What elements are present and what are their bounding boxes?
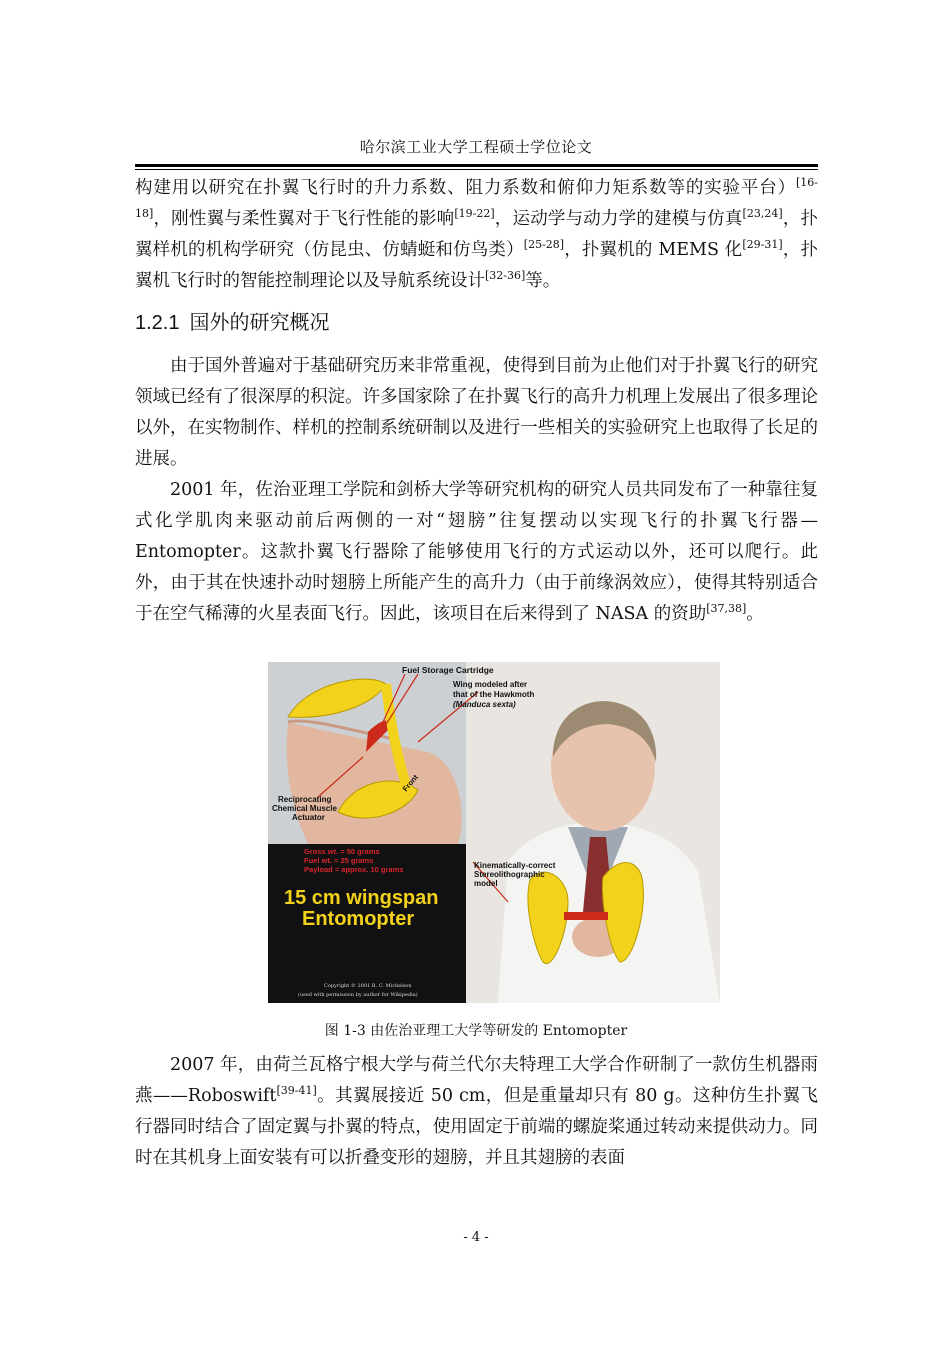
label-payload: Payload = approx. 10 grams	[304, 865, 404, 874]
label-kin-2: Stereolithographic	[474, 870, 545, 879]
citation: [16-18]	[135, 176, 818, 220]
section-title: 国外的研究概况	[189, 310, 330, 334]
label-wing-2: that of the Hawkmoth	[453, 690, 535, 699]
paragraph-roboswift: 2007 年，由荷兰瓦格宁根大学与荷兰代尔夫特理工大学合作研制了一款仿生机器雨燕——Roboswift[39-41]。其翼展接近 50 cm，但是重量却只有 80 g。这种仿生扑翼飞行器同时结合了固定翼与扑翼的特点，使用固定于前端的螺旋桨通过转动来提供动力。同时在其机身上面安装有可以折叠变形的翅膀，并且其翅膀的表面	[135, 1055, 818, 1168]
label-gross: Gross wt. = 50 grams	[304, 847, 380, 856]
citation: [32-36]	[485, 269, 526, 282]
running-header: 哈尔滨工业大学工程硕士学位论文	[359, 138, 593, 156]
label-fuel-wt: Fuel wt. = 25 grams	[304, 856, 374, 865]
paragraph-continued: 构建用以研究在扑翼飞行时的升力系数、阻力系数和俯仰力矩系数等的实验平台）[16-18]，刚性翼与柔性翼对于飞行性能的影响[19-22]，运动学与动力学的建模与仿真[23,24]，扑翼样机的机构学研究（仿昆虫、仿蜻蜓和仿鸟类）[25-28]，扑翼机的 MEMS 化[29-31]，扑翼机飞行时的智能控制理论以及导航系统设计[32-36]等。	[135, 176, 819, 291]
label-fuel: Fuel Storage Cartridge	[402, 665, 494, 675]
label-recip-2: Chemical Muscle	[272, 804, 337, 813]
label-big-1: 15 cm wingspan	[284, 887, 439, 909]
citation: [39-41]	[276, 1084, 317, 1097]
figure-caption: 图 1-3 由佐治亚理工大学等研发的 Entomopter	[324, 1023, 628, 1039]
label-big-2: Entomopter	[302, 908, 415, 930]
label-recip-3: Actuator	[292, 813, 325, 822]
header-rule-thick	[135, 164, 818, 167]
citation: [23,24]	[742, 207, 783, 220]
page-number: - 4 -	[463, 1230, 489, 1245]
header-rule-thin	[135, 169, 818, 170]
label-copyright-2: (used with permission by author for Wikipedia)	[298, 992, 418, 998]
label-kin-3: model	[474, 879, 498, 888]
label-kin-1: Kinematically-correct	[474, 861, 556, 870]
citation: [19-22]	[454, 207, 495, 220]
entomopter-photo	[268, 662, 720, 1003]
label-front: Front	[400, 772, 420, 794]
label-wing-3: (Manduca sexta)	[453, 700, 516, 709]
label-copyright-1: Copyright © 2001 R. C. Michelson	[324, 983, 412, 989]
citation: [29-31]	[742, 238, 783, 251]
paragraph-entomopter: 2001 年，佐治亚理工学院和剑桥大学等研究机构的研究人员共同发布了一种靠往复式化学肌肉来驱动前后两侧的一对“翅膀”往复摆动以实现飞行的扑翼飞行器—Entomopter。这款扑翼飞行器除了能够使用飞行的方式运动以外，还可以爬行。此外，由于其在快速扑动时翅膀上所能产生的高升力（由于前缘涡效应），使得其特别适合于在空气稀薄的火星表面飞行。因此，该项目在后来得到了 NASA 的资助[37,38]。	[135, 480, 818, 624]
label-wing-1: Wing modeled after	[453, 680, 528, 689]
section-number: 1.2.1	[135, 312, 180, 334]
citation: [37,38]	[706, 602, 747, 615]
label-recip-1: Reciprocating	[278, 795, 332, 804]
section-heading	[135, 306, 329, 335]
paragraph-overview: 由于国外普遍对于基础研究历来非常重视，使得到目前为止他们对于扑翼飞行的研究领域已经有了很深厚的积淀。许多国家除了在扑翼飞行的高升力机理上发展出了很多理论以外，在实物制作、样机的控制系统研制以及进行一些相关的实验研究上也取得了长足的进展。	[135, 356, 818, 469]
citation: [25-28]	[523, 238, 565, 251]
entomopter-figure	[268, 662, 720, 1003]
